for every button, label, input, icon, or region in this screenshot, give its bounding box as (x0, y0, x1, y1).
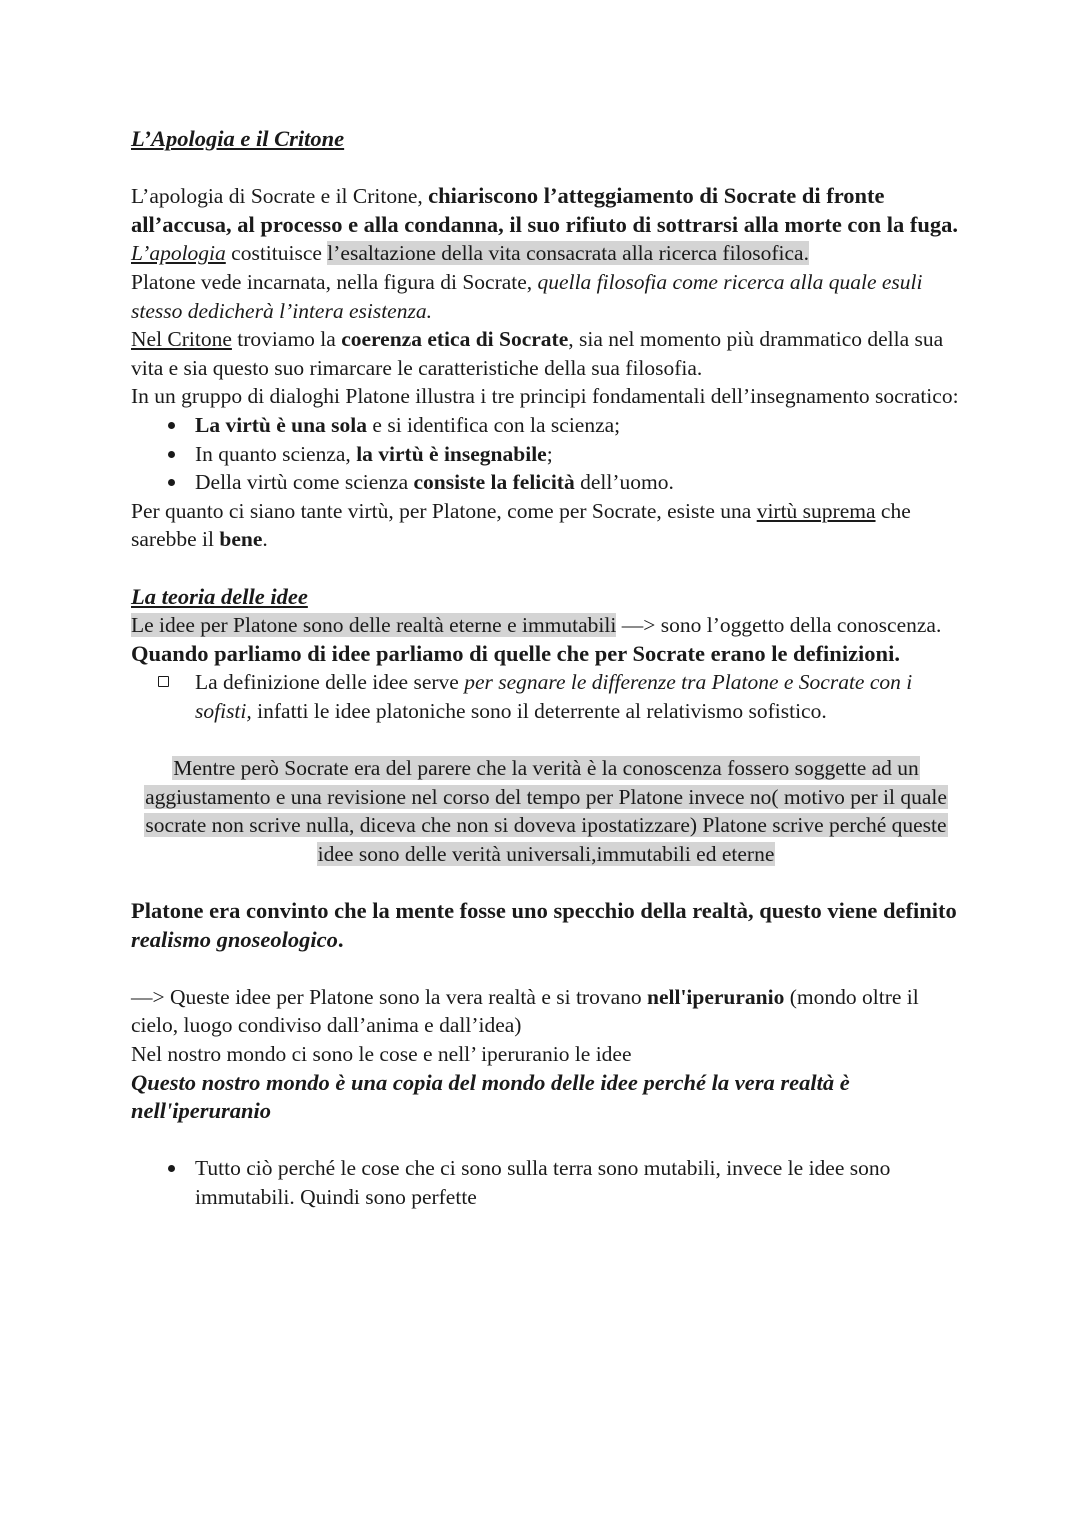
section-title-teoria-idee: La teoria delle idee (131, 583, 308, 609)
paragraph-principi: In un gruppo di dialoghi Platone illustra i tre principi fondamentali dell’insegnamento socratico: (131, 384, 959, 409)
paragraph-apologia: L’apologia costituisce l’esaltazione della vita consacrata alla ricerca filosofica. (131, 241, 809, 266)
list-item: Della virtù come scienza consiste la felicità dell’uomo. (195, 468, 961, 497)
section-title-apologia: L’Apologia e il Critone (131, 126, 345, 151)
paragraph-realismo: Platone era convinto che la mente fosse uno specchio della realtà, questo viene definito realismo gnoseologico. (131, 898, 957, 952)
list-item: La virtù è una sola e si identifica con la scienza; (195, 411, 961, 440)
spacer (131, 725, 961, 754)
highlighted-centered-paragraph: Mentre però Socrate era del parere che la verità è la conoscenza fossero soggette ad un aggiustamento e una revisione nel corso del tempo per Platone invece no( motivo per il quale socrate non scrive nulla, diceva che non si doveva ipostatizzare) Platone scrive perché queste idee sono delle verità universali,immutabili ed eterne (145, 756, 947, 866)
document-page (131, 125, 961, 1212)
paragraph-virtu-suprema: Per quanto ci siano tante virtù, per Platone, come per Socrate, esiste una virtù suprema che sarebbe il bene. (131, 498, 911, 552)
checkbox-icon (158, 676, 169, 687)
conclusion-list (131, 1154, 961, 1211)
spacer (131, 154, 961, 183)
paragraph-iperuranio: —> Queste idee per Platone sono la vera realtà e si trovano nell'iperuranio (mondo oltre il cielo, luogo condiviso dall’anima e dall’idea) (131, 984, 919, 1038)
spacer (131, 868, 961, 897)
checkbox-item: La definizione delle idee serve per segnare le differenze tra Platone e Socrate con i sofisti, infatti le idee platoniche sono il deterrente al relativismo sofistico. (131, 668, 961, 725)
list-item: In quanto scienza, la virtù è insegnabile; (195, 440, 961, 469)
spacer (131, 1126, 961, 1155)
paragraph-copia: Questo nostro mondo è una copia del mondo delle idee perché la vera realtà è nell'iperuranio (131, 1069, 850, 1124)
spacer (131, 954, 961, 983)
spacer (131, 554, 961, 583)
paragraph-apologia-critone: L’apologia di Socrate e il Critone, chiariscono l’atteggiamento di Socrate di fronte all’accusa, al processo e alla condanna, il suo rifiuto di sottrarsi alla morte con la fuga. (131, 183, 959, 237)
paragraph-platone-socrate: Platone vede incarnata, nella figura di Socrate, quella filosofia come ricerca alla quale esuli stesso dedicherà l’intera esistenza. (131, 269, 923, 323)
paragraph-idee-eterne: Le idee per Platone sono delle realtà eterne e immutabili —> sono l’oggetto della conoscenza. (131, 613, 942, 638)
paragraph-cose-idee: Nel nostro mondo ci sono le cose e nell’ iperuranio le idee (131, 1042, 632, 1066)
paragraph-critone: Nel Critone troviamo la coerenza etica di Socrate, sia nel momento più drammatico della sua vita e sia questo suo rimarcare le caratteristiche della sua filosofia. (131, 327, 944, 380)
paragraph-definizioni: Quando parliamo di idee parliamo di quelle che per Socrate erano le definizioni. (131, 640, 900, 666)
list-item: Tutto ciò perché le cose che ci sono sulla terra sono mutabili, invece le idee sono immutabili. Quindi sono perfette (195, 1154, 961, 1211)
principles-list (131, 411, 961, 497)
